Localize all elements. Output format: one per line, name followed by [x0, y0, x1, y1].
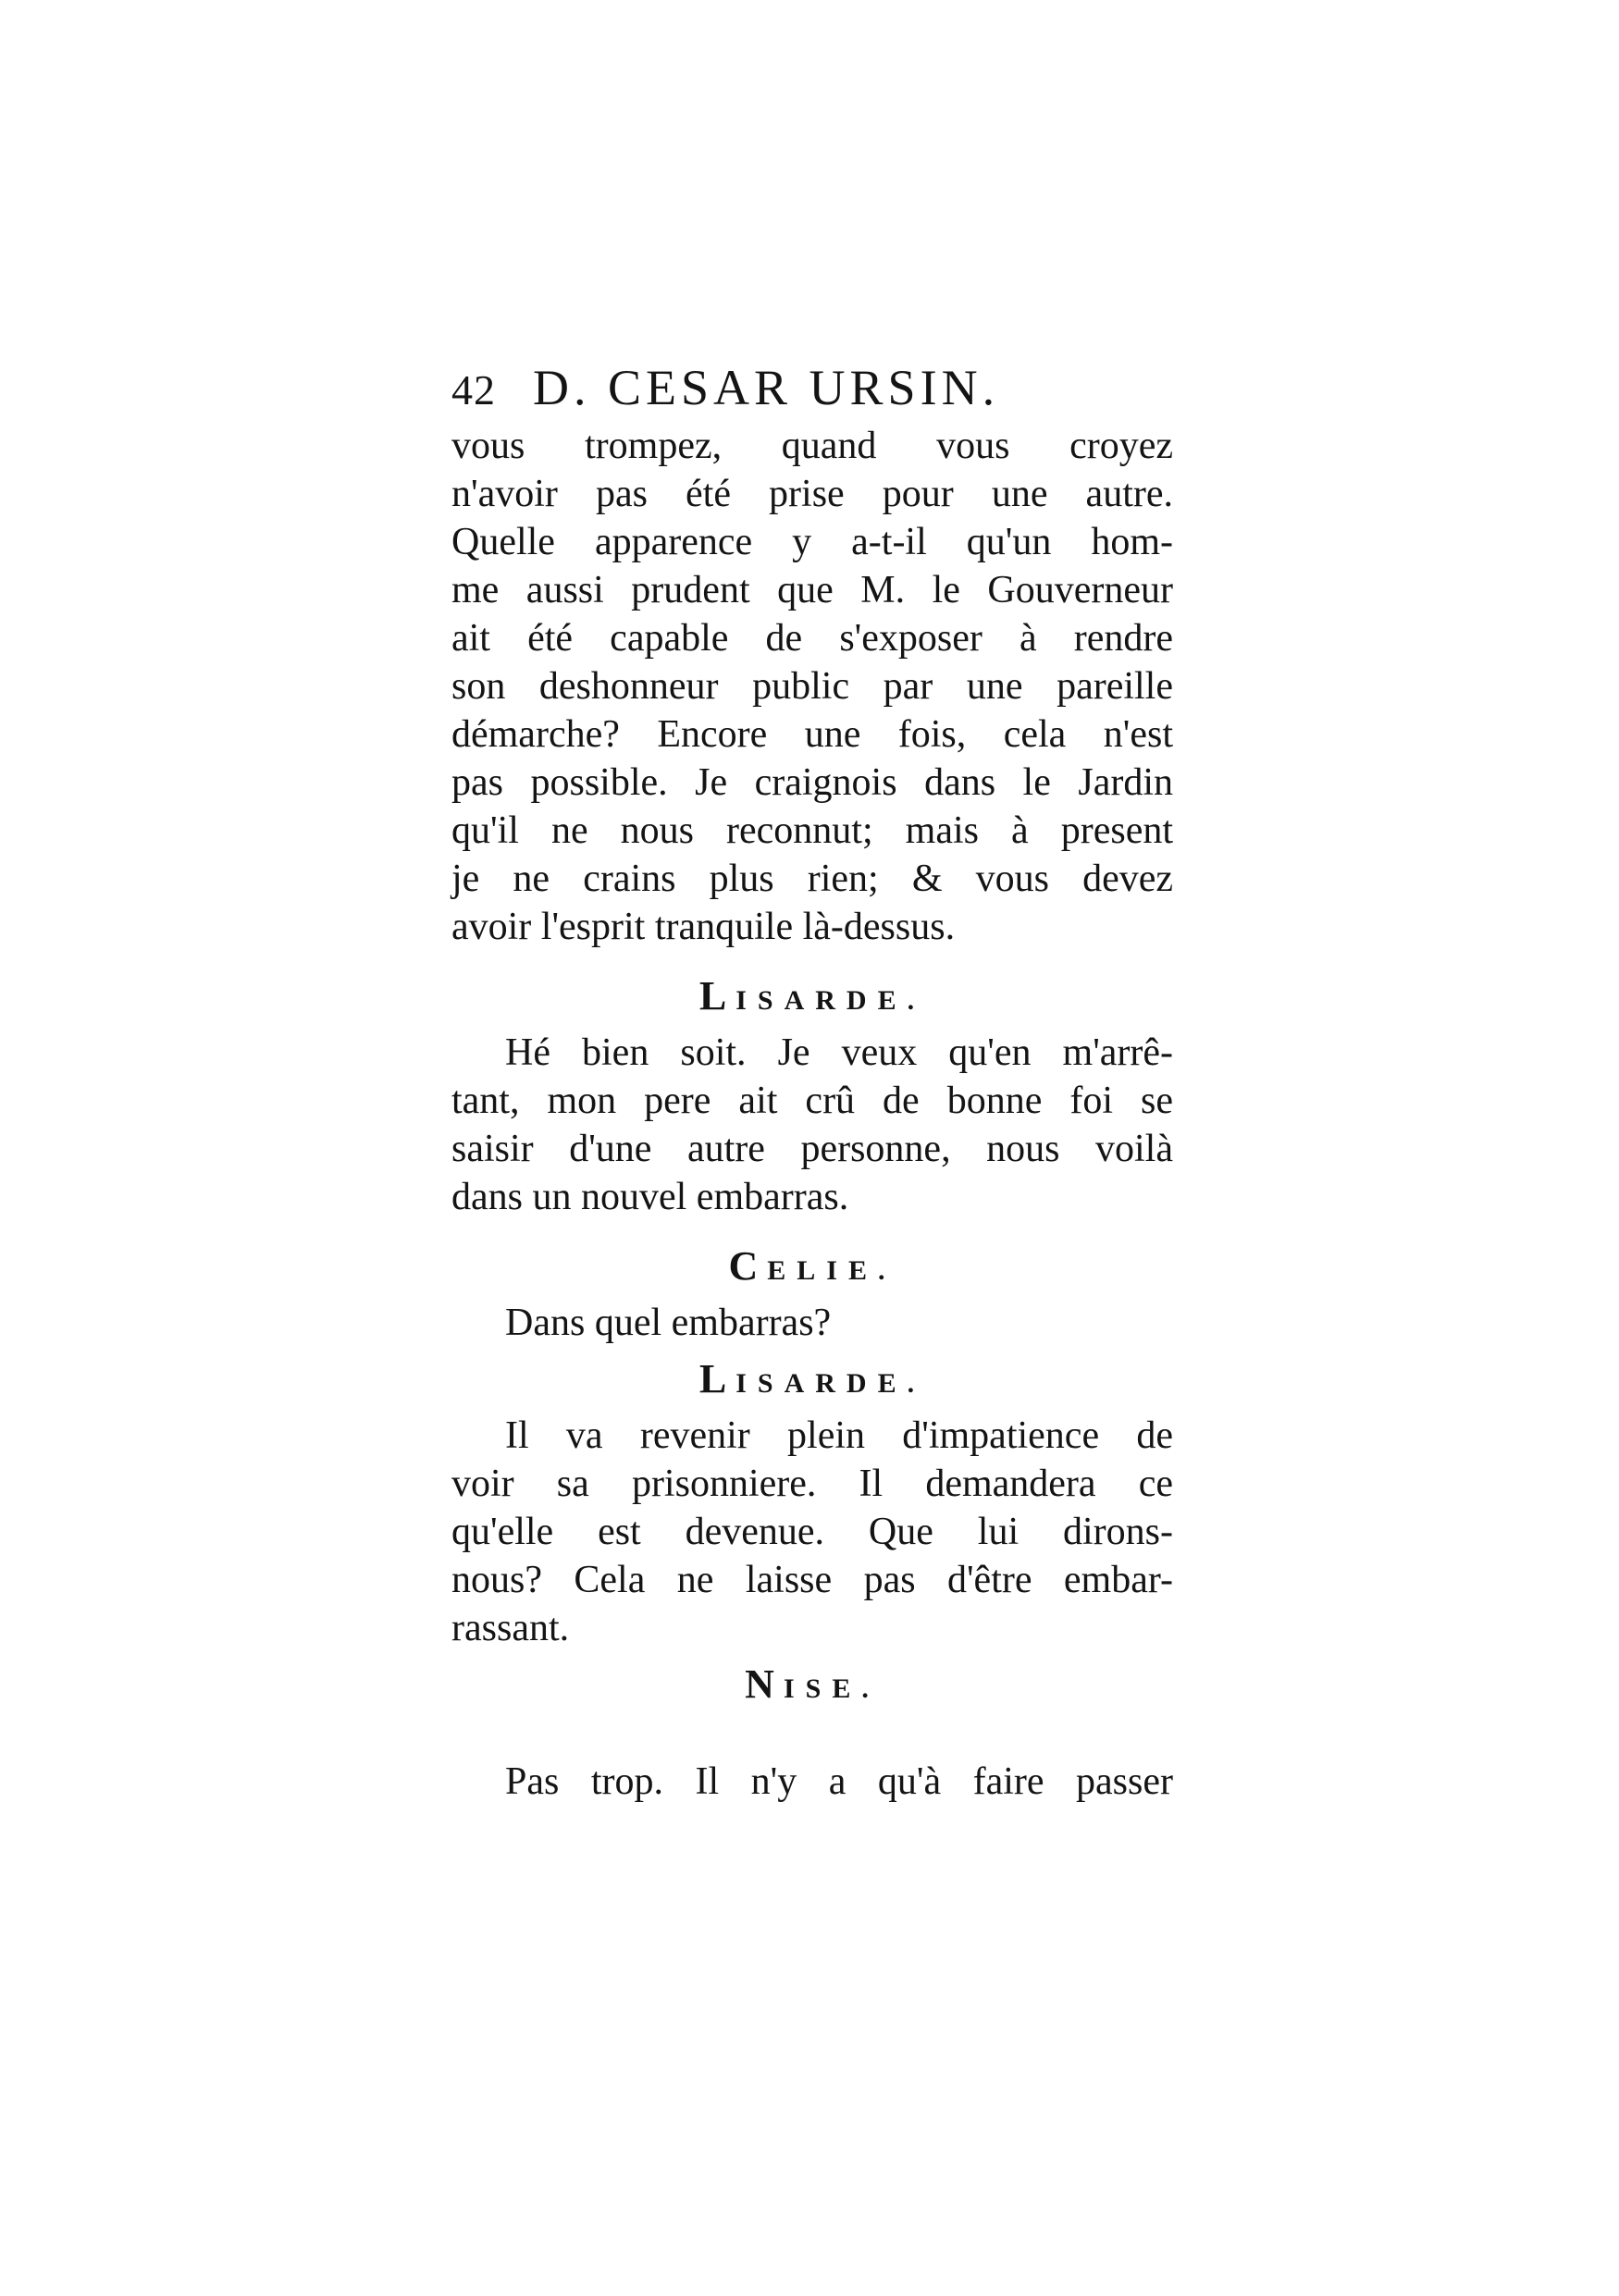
text-line: démarche? Encore une fois, cela n'est: [451, 713, 1173, 756]
speaker-initial: L: [698, 973, 736, 1018]
passage-1: [451, 422, 1173, 951]
speaker-initial: C: [728, 1243, 768, 1289]
speaker-rest: ISE.: [783, 1673, 880, 1704]
text-line: n'avoir pas été prise pour une autre.: [451, 473, 1173, 515]
text-line: son deshonneur public par une pareille: [451, 665, 1173, 708]
page-number: 42: [451, 366, 496, 414]
text-line: dans un nouvel embarras.: [451, 1176, 849, 1218]
speaker-initial: L: [698, 1356, 736, 1401]
text-line: Il va revenir plein d'impatience de: [505, 1414, 1173, 1457]
text-line: tant, mon pere ait crû de bonne foi se: [451, 1080, 1173, 1122]
text-line: Hé bien soit. Je veux qu'en m'arrê-: [505, 1031, 1173, 1074]
text-line: Pas trop. Il n'y a qu'à faire passer: [505, 1760, 1173, 1803]
speaker-rest: ISARDE.: [735, 985, 926, 1016]
passage-5: [451, 1758, 1173, 1806]
speaker-rest: ELIE.: [767, 1255, 896, 1286]
text-line: Dans quel embarras?: [505, 1302, 832, 1344]
text-line: me aussi prudent que M. le Gouverneur: [451, 569, 1173, 611]
text-block: [451, 359, 1173, 1806]
text-line: ait été capable de s'exposer à rendre: [451, 617, 1173, 660]
text-line: je ne crains plus rien; & vous devez: [451, 858, 1173, 900]
speaker-initial: N: [745, 1661, 784, 1707]
text-line: saisir d'une autre personne, nous voilà: [451, 1128, 1173, 1170]
text-line: pas possible. Je craignois dans le Jardin: [451, 761, 1173, 804]
text-line: rassant.: [451, 1607, 570, 1649]
text-line: qu'elle est devenue. Que lui dirons-: [451, 1511, 1173, 1553]
speaker-rest: ISARDE.: [735, 1368, 926, 1399]
running-title: D. CESAR URSIN.: [533, 360, 1000, 415]
passage-4: [451, 1412, 1173, 1652]
speaker-name: [451, 1652, 1173, 1717]
text-line: vous trompez, quand vous croyez: [451, 425, 1173, 467]
speaker-name: [451, 1347, 1173, 1412]
text-line: qu'il ne nous reconnut; mais à present: [451, 809, 1173, 852]
speaker-name: [451, 1234, 1173, 1299]
text-line: nous? Cela ne laisse pas d'être embar-: [451, 1559, 1173, 1601]
running-head: [451, 359, 1173, 422]
passage-3: [451, 1299, 1173, 1347]
text-line: voir sa prisonniere. Il demandera ce: [451, 1463, 1173, 1505]
text-line: avoir l'esprit tranquile là-dessus.: [451, 906, 956, 948]
passage-2: [451, 1029, 1173, 1221]
speaker-name: [451, 964, 1173, 1029]
text-line: Quelle apparence y a-t-il qu'un hom-: [451, 521, 1173, 563]
